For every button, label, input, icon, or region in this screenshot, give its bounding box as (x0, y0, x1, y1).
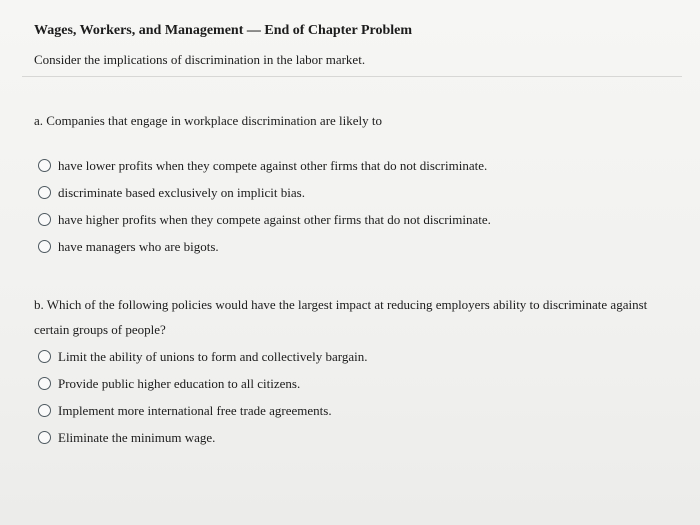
radio-button-icon[interactable] (38, 240, 51, 253)
option-label: Implement more international free trade agreements. (58, 402, 332, 418)
question-b-option-1[interactable] (38, 343, 368, 370)
option-label: have managers who are bigots. (58, 238, 219, 254)
problem-header (22, 14, 682, 77)
question-b-options (38, 343, 368, 451)
option-label: have lower profits when they compete against other firms that do not discriminate. (58, 157, 488, 173)
radio-button-icon[interactable] (38, 213, 51, 226)
radio-button-icon[interactable] (38, 159, 51, 172)
question-a-option-2[interactable] (38, 179, 491, 206)
option-label: Eliminate the minimum wage. (58, 429, 216, 445)
question-a-options (38, 152, 491, 260)
page-subtitle: Consider the implications of discrimination in the labor market. (34, 52, 366, 67)
option-label: Provide public higher education to all citizens. (58, 375, 301, 391)
option-label: discriminate based exclusively on implicit bias. (58, 184, 305, 200)
question-a-option-3[interactable] (38, 206, 491, 233)
option-label: have higher profits when they compete against other firms that do not discriminate. (58, 211, 491, 227)
radio-button-icon[interactable] (38, 404, 51, 417)
question-a-prompt: a. Companies that engage in workplace discrimination are likely to (34, 113, 383, 128)
radio-button-icon[interactable] (38, 431, 51, 444)
option-label: Limit the ability of unions to form and collectively bargain. (58, 348, 368, 364)
question-a-option-1[interactable] (38, 152, 491, 179)
page-title: Wages, Workers, and Management — End of Chapter Problem (34, 23, 413, 38)
question-b-option-3[interactable] (38, 397, 368, 424)
radio-button-icon[interactable] (38, 350, 51, 363)
radio-button-icon[interactable] (38, 186, 51, 199)
question-b-option-2[interactable] (38, 370, 368, 397)
question-a-option-4[interactable] (38, 233, 491, 260)
question-b-option-4[interactable] (38, 424, 368, 451)
radio-button-icon[interactable] (38, 377, 51, 390)
question-b-prompt: b. Which of the following policies would have the largest impact at reducing employers ability to discriminate against certain groups of people? (34, 297, 648, 337)
